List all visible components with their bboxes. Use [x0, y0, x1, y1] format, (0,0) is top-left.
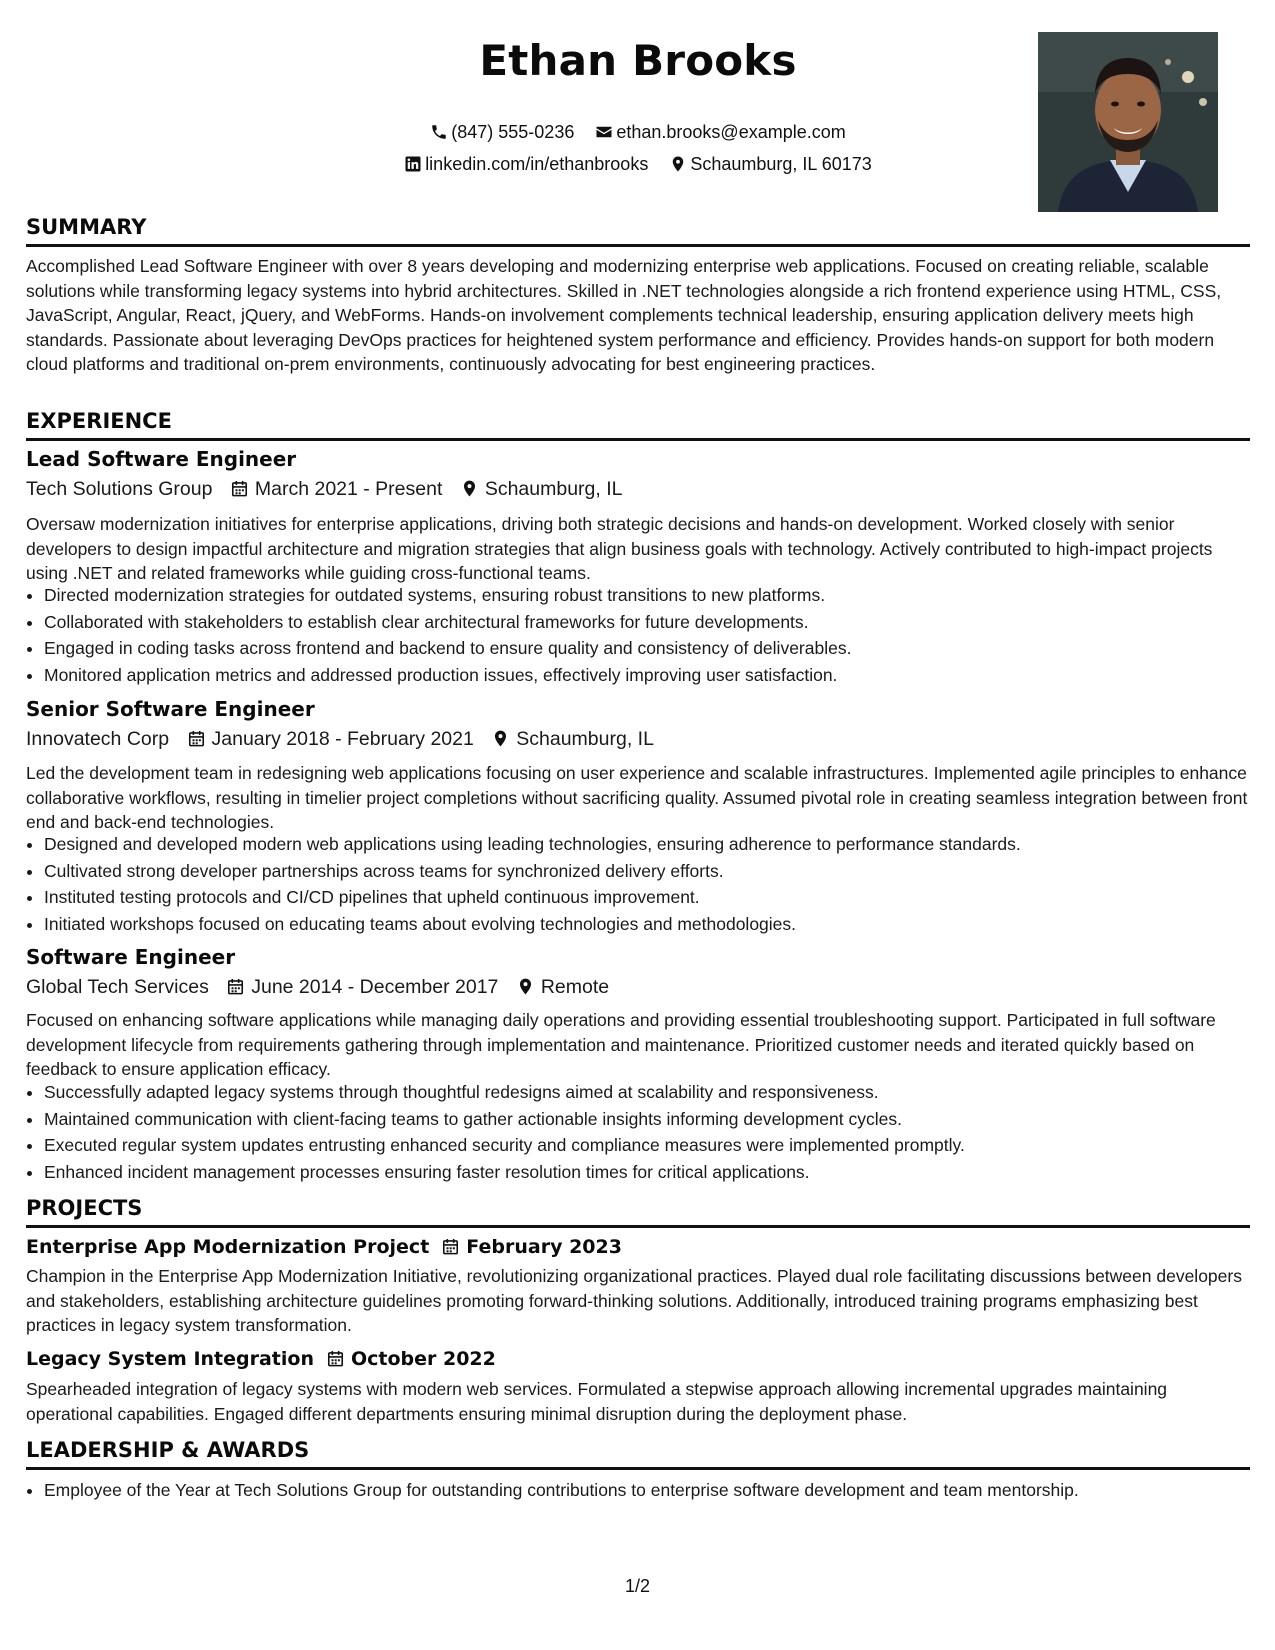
- job-description: Oversaw modernization initiatives for enterprise applications, driving both strategic decisions and hands-on development. Worked closely with senior developers to design impactful architecture and migration strategies that align business goals with technology. Actively contributed to high-impact projects using .NET and related frameworks while guiding cross-functional teams.: [26, 514, 1213, 583]
- list-item: • Enhanced incident management processes ensuring faster resolution times for critical applications.: [44, 1159, 1268, 1186]
- calendar-icon: [187, 728, 212, 750]
- projects-heading: PROJECTS: [26, 1196, 143, 1220]
- map-pin-icon: [669, 154, 690, 174]
- job-description: Focused on enhancing software applications while managing daily operations and providing essential troubleshooting support. Participated in full software development lifecycle from requirements gathering through implementation and maintenance. Prioritized customer needs and iterated quickly based on feedback to ensure application efficacy.: [26, 1010, 1216, 1079]
- summary-divider: [26, 244, 1250, 247]
- project-title: [26, 1236, 622, 1258]
- job-location: Schaumburg, IL: [484, 478, 623, 500]
- company-name: Innovatech Corp: [26, 728, 170, 750]
- experience-divider: [26, 438, 1250, 441]
- list-item: • Executed regular system updates entrusting enhanced security and compliance measures were implemented promptly.: [44, 1132, 1268, 1159]
- project-name: Legacy System Integration: [26, 1348, 314, 1370]
- job-title: Senior Software Engineer: [26, 697, 315, 721]
- list-item: • Engaged in coding tasks across frontend and backend to ensure quality and consistency of deliverables.: [44, 635, 1268, 662]
- leadership-heading: LEADERSHIP & AWARDS: [26, 1438, 310, 1462]
- envelope-icon: [595, 122, 616, 142]
- location-contact: [669, 154, 871, 175]
- summary-text: Accomplished Lead Software Engineer with over 8 years developing and modernizing enterprise web applications. Focused on creating reliable, scalable solutions while transforming legacy systems into hybrid architectures. Skilled in .NET technologies alongside a rich frontend experience using HTML, CSS, JavaScript, Angular, React, jQuery, and WebForms. Hands-on involvement complements technical leadership, ensuring application delivery meets high standards. Passionate about leveraging DevOps practices for heightened system performance and efficiency. Provides hands-on support for both modern cloud platforms and traditional on-prem environments, continuously advocating for best engineering practices.: [26, 256, 1222, 374]
- company-name: Tech Solutions Group: [26, 478, 213, 500]
- job-title: Lead Software Engineer: [26, 447, 297, 471]
- list-item: • Employee of the Year at Tech Solutions Group for outstanding contributions to enterprise software development and team mentorship.: [44, 1477, 1268, 1504]
- job-location: Schaumburg, IL: [516, 728, 654, 750]
- project-title: [26, 1348, 496, 1370]
- job-meta: [26, 728, 654, 751]
- job-dates: June 2014 - December 2017: [251, 976, 499, 998]
- project-name: Enterprise App Modernization Project: [26, 1236, 430, 1258]
- profile-photo: [1038, 32, 1218, 212]
- job-location: Remote: [540, 976, 610, 998]
- job-dates: March 2021 - Present: [254, 478, 443, 500]
- map-pin-icon: [460, 478, 485, 500]
- job-dates: January 2018 - February 2021: [211, 728, 474, 750]
- email-contact[interactable]: [595, 122, 845, 143]
- list-item: • Instituted testing protocols and CI/CD pipelines that upheld continuous improvement.: [44, 884, 1268, 911]
- list-item: • Cultivated strong developer partnerships across teams for synchronized delivery efforts.: [44, 858, 1268, 885]
- job-bullets: [26, 1079, 1268, 1185]
- list-item: • Directed modernization strategies for outdated systems, ensuring robust transitions to new platforms.: [44, 582, 1268, 609]
- list-item: • Initiated workshops focused on educating teams about evolving technologies and methodologies.: [44, 911, 1268, 938]
- list-item: • Successfully adapted legacy systems through thoughtful redesigns aimed at scalability and responsiveness.: [44, 1079, 1268, 1106]
- page-number: 1/2: [624, 1576, 651, 1596]
- linkedin-contact[interactable]: [404, 154, 648, 175]
- calendar-icon: [230, 478, 255, 500]
- job-meta: [26, 478, 622, 501]
- email-text[interactable]: ethan.brooks@example.com: [616, 122, 846, 142]
- project-date: October 2022: [350, 1348, 496, 1370]
- list-item: • Maintained communication with client-facing teams to gather actionable insights informing development cycles.: [44, 1106, 1268, 1133]
- leadership-divider: [26, 1467, 1250, 1470]
- list-item: • Collaborated with stakeholders to establish clear architectural frameworks for future developments.: [44, 609, 1268, 636]
- project-description: Spearheaded integration of legacy systems with modern web services. Formulated a stepwise approach allowing incremental upgrades maintaining operational capabilities. Engaged different departments ensuring minimal disruption during the deployment phase.: [26, 1379, 1168, 1424]
- project-description: Champion in the Enterprise App Modernization Initiative, revolutionizing organizational practices. Played dual role facilitating discussions between developers and stakeholders, establishing architecture guidelines promoting forward-thinking solutions. Additionally, introduced training programs emphasizing best practices in legacy system transformation.: [26, 1266, 1242, 1335]
- leadership-bullets: [26, 1477, 1268, 1504]
- location-text: Schaumburg, IL 60173: [690, 154, 872, 174]
- summary-heading: SUMMARY: [26, 215, 147, 239]
- phone-icon: [430, 122, 451, 142]
- linkedin-icon: [404, 154, 425, 174]
- list-item: • Monitored application metrics and addressed production issues, effectively improving user satisfaction.: [44, 662, 1268, 689]
- job-meta: [26, 976, 609, 999]
- job-title: Software Engineer: [26, 945, 236, 969]
- calendar-icon: [429, 1236, 466, 1258]
- linkedin-text[interactable]: linkedin.com/in/ethanbrooks: [425, 154, 649, 174]
- map-pin-icon: [491, 728, 516, 750]
- experience-heading: EXPERIENCE: [26, 409, 172, 433]
- calendar-icon: [226, 976, 251, 998]
- project-date: February 2023: [466, 1236, 622, 1258]
- job-bullets: [26, 582, 1268, 688]
- list-item: • Designed and developed modern web applications using leading technologies, ensuring adherence to performance standards.: [44, 831, 1268, 858]
- job-description: Led the development team in redesigning web applications focusing on user experience and scalable infrastructures. Implemented agile principles to enhance collaborative workflows, resulting in timelier project completions without sacrificing quality. Assumed pivotal role in creating seamless integration between front end and back-end technologies.: [26, 763, 1248, 832]
- phone-text: (847) 555-0236: [451, 122, 575, 142]
- phone-contact: [430, 122, 574, 143]
- company-name: Global Tech Services: [26, 976, 209, 998]
- map-pin-icon: [516, 976, 541, 998]
- projects-divider: [26, 1225, 1250, 1228]
- calendar-icon: [314, 1348, 351, 1370]
- resume-header: [26, 30, 1250, 220]
- candidate-name: Ethan Brooks: [479, 36, 797, 85]
- job-bullets: [26, 831, 1268, 937]
